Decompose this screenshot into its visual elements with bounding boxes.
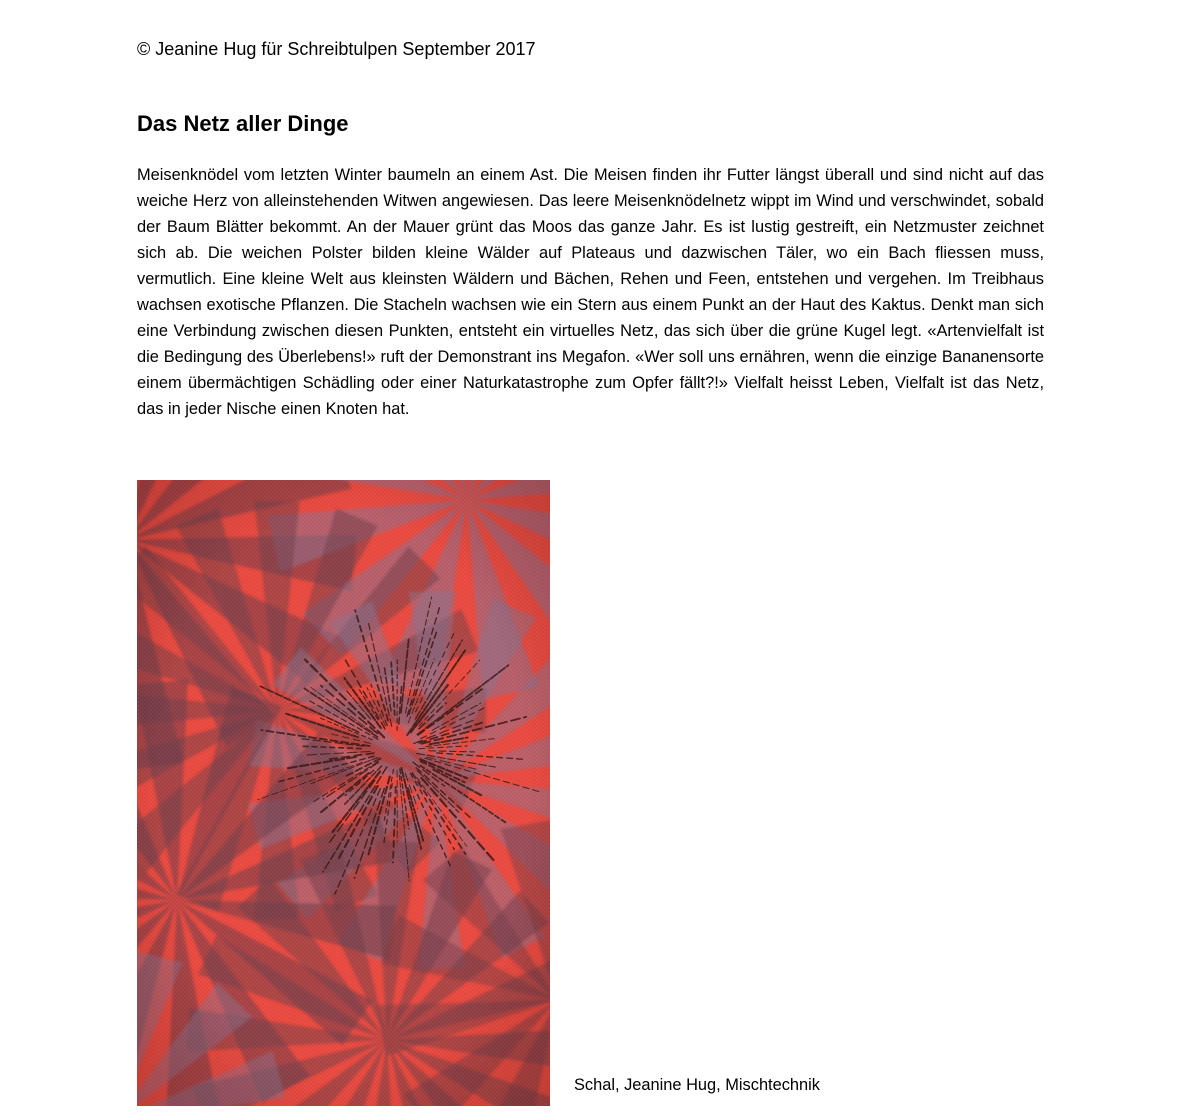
copyright-line: © Jeanine Hug für Schreibtulpen September 2017 <box>137 39 536 59</box>
document-page <box>137 0 1044 1120</box>
article-body: Meisenknödel vom letzten Winter baumeln an einem Ast. Die Meisen finden ihr Futter längst überall und sind nicht auf das weiche Herz von alleinstehenden Witwen angewiesen. Das leere Meisenknödelnetz wippt im Wind und verschwindet, sobald der Baum Blätter bekommt. An der Mauer grünt das Moos das ganze Jahr. Es ist lustig gestreift, ein Netzmuster zeichnet sich ab. Die weichen Polster bilden kleine Wälder auf Plateaus und dazwischen Täler, wo ein Bach fliessen muss, vermutlich. Eine kleine Welt aus kleinsten Wäldern und Bächen, Rehen und Feen, entstehen und vergehen. Im Treibhaus wachsen exotische Pflanzen. Die Stacheln wachsen wie ein Stern aus einem Punkt an der Haut des Kaktus. Denkt man sich eine Verbindung zwischen diesen Punkten, entsteht ein virtuelles Netz, das sich über die grüne Kugel legt. «Artenvielfalt ist die Bedingung des Überlebens!» ruft der Demonstrant ins Megafon. «Wer soll uns ernähren, wenn die einzige Bananensorte einem übermächtigen Schädling oder einer Naturkatastrophe zum Opfer fällt?!» Vielfalt heisst Leben, Vielfalt ist das Netz, das in jeder Nische einen Knoten hat. <box>137 166 1044 418</box>
scarf-photo <box>137 480 550 1106</box>
scarf-pattern-image <box>137 480 550 1106</box>
image-caption: Schal, Jeanine Hug, Mischtechnik <box>574 1076 820 1094</box>
article-title: Das Netz aller Dinge <box>137 111 349 136</box>
